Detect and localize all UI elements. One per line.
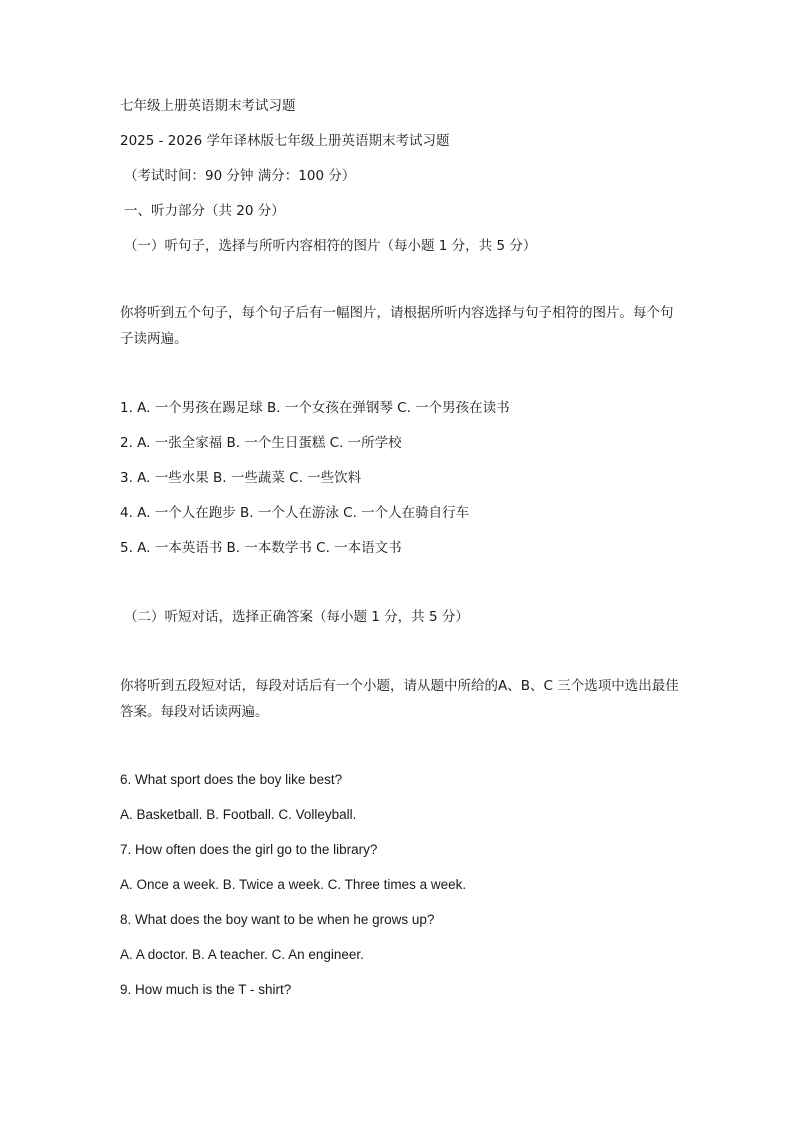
question-3: 3. A. 一些水果 B. 一些蔬菜 C. 一些饮料 xyxy=(120,470,362,486)
question-5: 5. A. 一本英语书 B. 一本数学书 C. 一本语文书 xyxy=(120,540,402,556)
question-7-options: A. Once a week. B. Twice a week. C. Three times a week. xyxy=(120,877,467,892)
question-9: 9. How much is the T - shirt? xyxy=(120,982,292,997)
question-6: 6. What sport does the boy like best? xyxy=(120,772,343,787)
section2-instructions: 你将听到五段短对话，每段对话后有一个小题，请从题中所给的A、B、C 三个选项中选出最佳答案。每段对话读两遍。 xyxy=(120,678,679,720)
question-6-options: A. Basketball. B. Football. C. Volleyball. xyxy=(120,807,357,822)
section1-instructions: 你将听到五个句子，每个句子后有一幅图片，请根据所听内容选择与句子相符的图片。每个句子读两遍。 xyxy=(120,305,674,347)
question-8: 8. What does the boy want to be when he grows up? xyxy=(120,912,435,927)
question-1: 1. A. 一个男孩在踢足球 B. 一个女孩在弹钢琴 C. 一个男孩在读书 xyxy=(120,400,510,416)
document-title: 七年级上册英语期末考试习题 xyxy=(120,98,296,114)
question-8-options: A. A doctor. B. A teacher. C. An engineer. xyxy=(120,947,364,962)
question-2: 2. A. 一张全家福 B. 一个生日蛋糕 C. 一所学校 xyxy=(120,435,402,451)
exam-info: （考试时间：90 分钟 满分：100 分） xyxy=(124,168,356,184)
part1-title: 一、听力部分（共 20 分） xyxy=(124,203,285,219)
exam-title: 2025 - 2026 学年译林版七年级上册英语期末考试习题 xyxy=(120,133,450,149)
section2-title: （二）听短对话，选择正确答案（每小题 1 分，共 5 分） xyxy=(124,609,469,625)
section1-title: （一）听句子，选择与所听内容相符的图片（每小题 1 分，共 5 分） xyxy=(124,238,537,254)
question-7: 7. How often does the girl go to the library? xyxy=(120,842,378,857)
question-4: 4. A. 一个人在跑步 B. 一个人在游泳 C. 一个人在骑自行车 xyxy=(120,505,470,521)
